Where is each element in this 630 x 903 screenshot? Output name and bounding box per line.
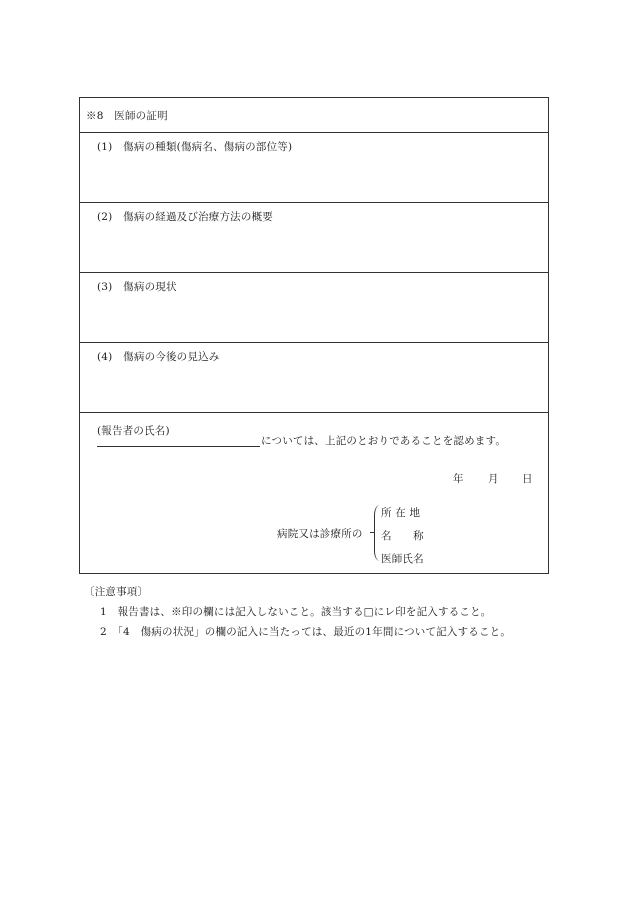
certification-block: [80, 413, 548, 575]
doctor-certificate-form: [79, 97, 549, 574]
section-title: ※8 医師の証明: [86, 110, 168, 122]
item-row-injury-type[interactable]: [80, 133, 548, 203]
item-label-current-state: (3) 傷病の現状: [97, 281, 177, 293]
item-row-current-state[interactable]: [80, 273, 548, 343]
field-name-label: 名 称: [381, 530, 424, 542]
field-doctor-name-label: 医師氏名: [381, 553, 424, 565]
item-label-treatment-summary: (2) 傷病の経過及び治療方法の概要: [97, 211, 273, 223]
section-header-row: [80, 98, 548, 133]
item-row-prognosis[interactable]: [80, 343, 548, 413]
brace-tip: [370, 532, 374, 533]
date-month-label: 月: [488, 473, 499, 485]
hospital-label: 病院又は診療所の: [277, 528, 363, 540]
brace-bracket: [374, 505, 381, 561]
item-row-treatment-summary[interactable]: [80, 203, 548, 273]
date-year-label: 年: [453, 473, 464, 485]
reporter-name-label: (報告者の氏名): [97, 425, 170, 437]
field-address-label: 所 在 地: [381, 507, 421, 519]
notes-heading: 〔注意事項〕: [84, 586, 149, 598]
item-label-injury-type: (1) 傷病の種類(傷病名、傷病の部位等): [97, 141, 293, 153]
reporter-name-underline[interactable]: [97, 446, 260, 447]
certification-statement: については、上記のとおりであることを認めます。: [261, 435, 507, 447]
note-item-1: 1 報告書は、※印の欄には記入しないこと。該当する□にレ印を記入すること。: [100, 606, 492, 618]
note-item-2: 2 「4 傷病の状況」の欄の記入に当たっては、最近の1年間について記入すること。: [100, 626, 512, 638]
date-day-label: 日: [522, 473, 533, 485]
item-label-prognosis: (4) 傷病の今後の見込み: [97, 351, 220, 363]
